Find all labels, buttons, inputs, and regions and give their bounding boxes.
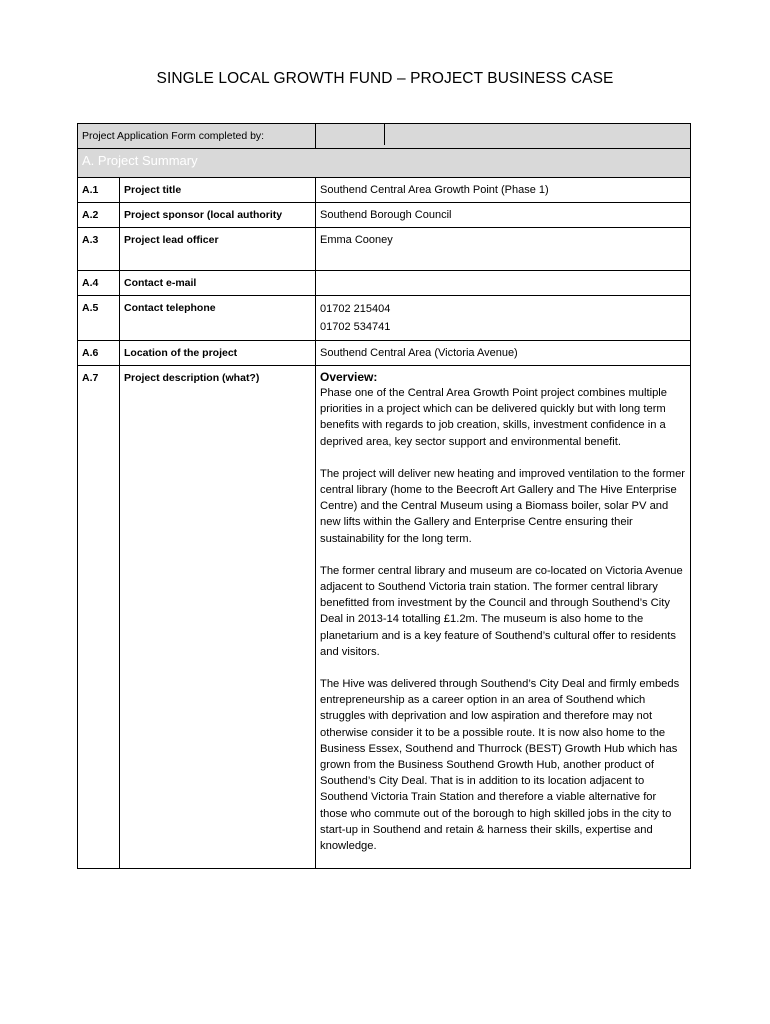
project-sponsor-field[interactable]: Southend Borough Council bbox=[316, 203, 691, 228]
document-title: SINGLE LOCAL GROWTH FUND – PROJECT BUSINESS CASE bbox=[156, 70, 614, 87]
description-paragraph: The project will deliver new heating and improved ventilation to the former central library (home to the Beecroft Art Gallery and The Hive Enterprise Centre) and the Central Museum using a Biomass boiler, solar PV and new lifts within the Gallery and Enterprise Centre ensuring their sustainability for the long term. bbox=[320, 467, 686, 545]
completed-by-label: Project Application Form completed by: bbox=[78, 124, 316, 149]
contact-telephone-field[interactable] bbox=[316, 296, 691, 341]
row-label: Project title bbox=[120, 178, 316, 203]
row-id: A.5 bbox=[78, 296, 120, 341]
telephone-line-2: 01702 534741 bbox=[320, 321, 391, 333]
row-a2 bbox=[78, 203, 691, 228]
row-label: Project sponsor (local authority bbox=[120, 203, 316, 228]
section-header-row bbox=[78, 149, 691, 178]
row-id: A.1 bbox=[78, 178, 120, 203]
description-paragraph: The former central library and museum are co-located on Victoria Avenue adjacent to Southend Victoria train station. The former central library benefitted from investment by the Council and through Southend’s City Deal in 2013-14 totalling £1.2m. The museum is also home to the planetarium and is a key feature of Southend’s cultural offer to residents and visitors. bbox=[320, 564, 683, 658]
row-a6 bbox=[78, 341, 691, 366]
section-title: A. Project Summary bbox=[78, 149, 691, 178]
project-description-field[interactable] bbox=[316, 366, 691, 869]
row-label: Location of the project bbox=[120, 341, 316, 366]
row-a3 bbox=[78, 228, 691, 271]
row-id: A.2 bbox=[78, 203, 120, 228]
row-label: Contact telephone bbox=[120, 296, 316, 341]
project-title-field[interactable]: Southend Central Area Growth Point (Phase 1) bbox=[316, 178, 691, 203]
overview-heading: Overview: bbox=[320, 370, 378, 384]
row-id: A.3 bbox=[78, 228, 120, 271]
row-label: Project lead officer bbox=[120, 228, 316, 271]
completed-by-field[interactable] bbox=[385, 124, 690, 145]
description-paragraph: Phase one of the Central Area Growth Point project combines multiple priorities in a project which can be delivered quickly but with long term benefits with regards to job creation, skills, investment confidence in a deprived area, key sector support and environmental benefit. bbox=[320, 387, 667, 448]
project-summary-form bbox=[77, 123, 691, 869]
project-location-field[interactable]: Southend Central Area (Victoria Avenue) bbox=[316, 341, 691, 366]
completed-by-row bbox=[78, 124, 691, 149]
row-label: Contact e-mail bbox=[120, 271, 316, 296]
telephone-line-1: 01702 215404 bbox=[320, 303, 391, 315]
contact-email-field[interactable] bbox=[316, 271, 691, 296]
lead-officer-field[interactable]: Emma Cooney bbox=[316, 228, 691, 271]
row-a5 bbox=[78, 296, 691, 341]
row-id: A.7 bbox=[78, 366, 120, 869]
row-id: A.4 bbox=[78, 271, 120, 296]
row-a1 bbox=[78, 178, 691, 203]
row-id: A.6 bbox=[78, 341, 120, 366]
row-label: Project description (what?) bbox=[120, 366, 316, 869]
row-a7 bbox=[78, 366, 691, 869]
row-a4 bbox=[78, 271, 691, 296]
description-paragraph: The Hive was delivered through Southend’s City Deal and firmly embeds entrepreneurship as a career option in an area of Southend which struggles with deprivation and low aspiration and therefore may not otherwise consider it to be a possible route. It is now also home to the Business Essex, Southend and Thurrock (BEST) Growth Hub which has grown from the Business Southend Growth Hub, another product of Southend’s City Deal. That is in addition to its location adjacent to Southend Victoria Train Station and therefore a viable alternative for those who commute out of the borough to high skilled jobs in the city to start-up in Southend and retain & harness their skills, expertise and knowledge. bbox=[320, 678, 680, 853]
